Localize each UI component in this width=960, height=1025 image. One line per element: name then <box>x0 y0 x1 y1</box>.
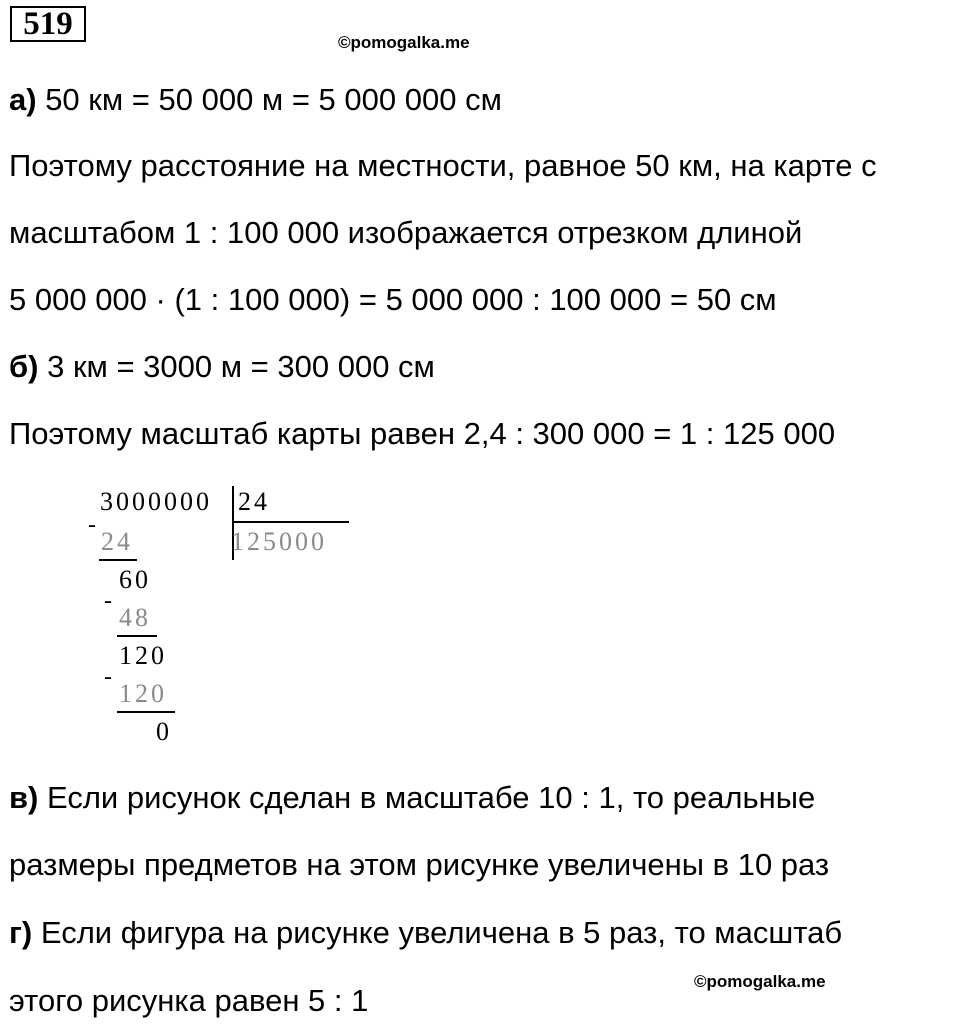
line-g <box>9 913 842 953</box>
line-a-p1: Поэтому расстояние на местности, равное 50 км, на карте с <box>9 148 877 183</box>
division-dividend: 3000000 <box>100 487 212 516</box>
line-v-p1: размеры предметов на этом рисунке увеличены в 10 раз <box>9 847 830 882</box>
step-2-subtract: 48 <box>119 603 151 632</box>
line-b-p1: Поэтому масштаб карты равен 2,4 : 300 000 = 1 : 125 000 <box>9 416 836 451</box>
step-3-rule <box>117 711 175 713</box>
text-a: 50 км = 50 000 м = 5 000 000 см <box>36 82 502 117</box>
label-b: б) <box>9 349 39 384</box>
label-a: а) <box>9 82 37 117</box>
text-v: Если рисунок сделан в масштабе 10 : 1, то реальные <box>38 780 816 815</box>
step-1-remainder: 60 <box>119 565 151 594</box>
division-divisor: 24 <box>238 487 270 516</box>
watermark-top: ©pomogalka.me <box>338 33 470 52</box>
task-number: 519 <box>10 6 86 42</box>
watermark-bottom: ©pomogalka.me <box>694 972 826 991</box>
line-v <box>9 778 815 818</box>
text-b: 3 км = 3000 м = 300 000 см <box>38 349 435 384</box>
step-2-rule <box>117 635 157 637</box>
step-3-remainder: 0 <box>156 717 172 746</box>
step-3-subtract: 120 <box>119 679 167 708</box>
division-quotient: 125000 <box>231 527 327 556</box>
minus-sign-1: - <box>88 512 96 538</box>
minus-sign-3: - <box>104 664 112 690</box>
line-b <box>9 347 435 387</box>
division-quotient-rule <box>232 521 349 523</box>
step-2-remainder: 120 <box>119 641 167 670</box>
minus-sign-2: - <box>104 588 112 614</box>
line-a-p3: 5 000 000 · (1 : 100 000) = 5 000 000 : 100 000 = 50 см <box>9 282 777 317</box>
label-v: в) <box>9 780 39 815</box>
text-g: Если фигура на рисунке увеличена в 5 раз, то масштаб <box>32 915 843 950</box>
step-1-rule <box>99 559 137 561</box>
label-g: г) <box>9 915 33 950</box>
line-a-p2: масштабом 1 : 100 000 изображается отрезком длиной <box>9 215 803 250</box>
line-a <box>9 80 502 120</box>
line-g-p1: этого рисунка равен 5 : 1 <box>9 983 369 1018</box>
step-1-subtract: 24 <box>101 527 133 556</box>
